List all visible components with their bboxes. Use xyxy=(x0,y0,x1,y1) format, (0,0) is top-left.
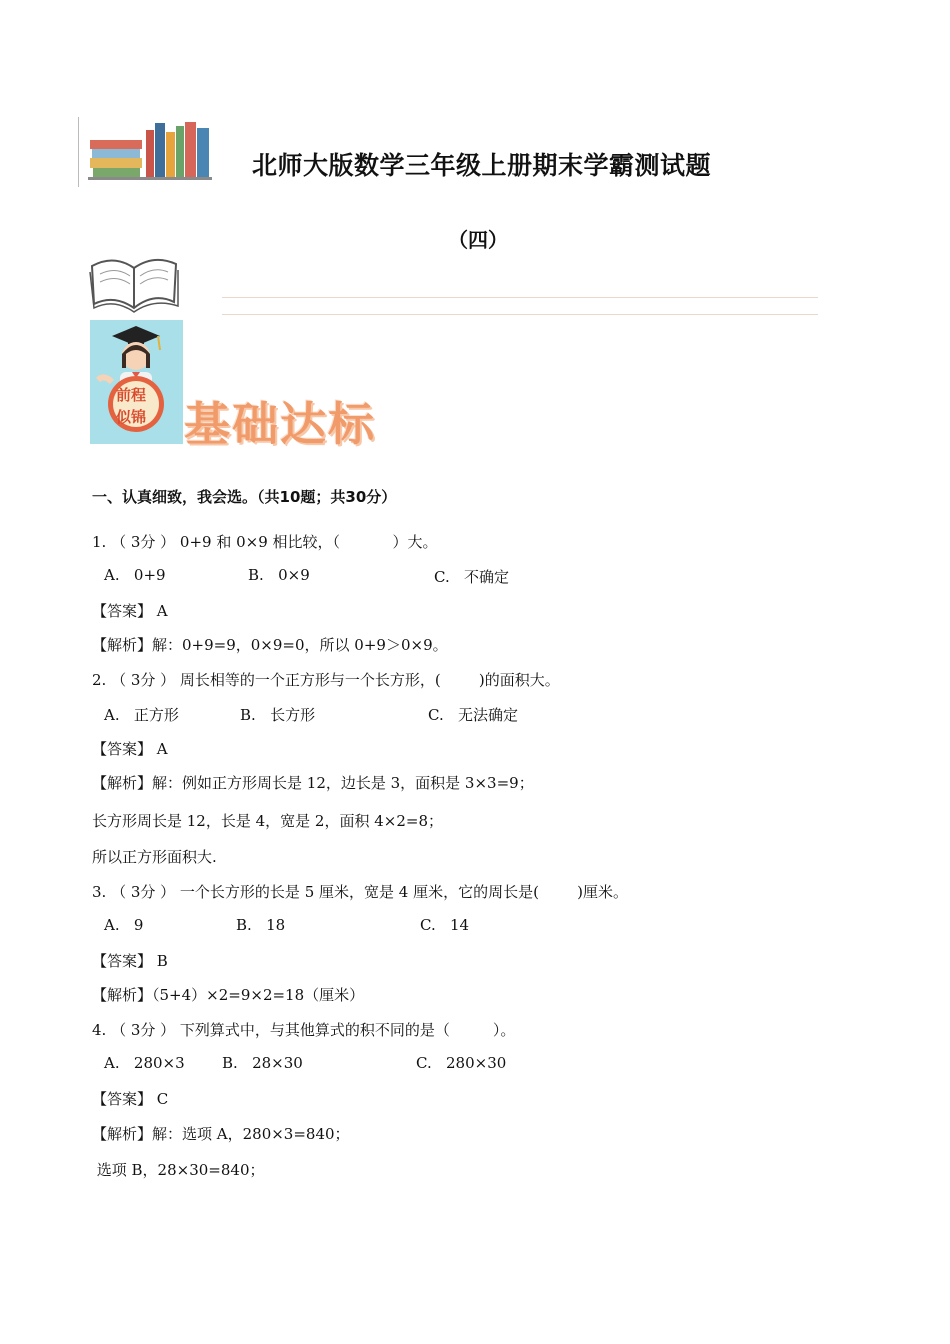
question-stem: 3. （ 3分 ） 一个长方形的长是 5 厘米，宽是 4 厘米，它的周长是( )厘米。 xyxy=(92,883,628,901)
analysis-line: 长方形周长是 12，长是 4，宽是 2，面积 4×2=8； xyxy=(92,812,444,830)
analysis-line: 【解析】解：0+9=9，0×9=0，所以 0+9＞0×9。 xyxy=(92,636,448,654)
answer-line: 【答案】 C xyxy=(92,1090,169,1108)
option-c: C. 不确定 xyxy=(434,568,510,586)
answer-line: 【答案】 A xyxy=(92,740,168,758)
header-divider xyxy=(78,117,79,187)
option-b: B. 28×30 xyxy=(222,1054,303,1072)
option-c: C. 14 xyxy=(420,916,470,934)
question-stem: 1. （ 3分 ） 0+9 和 0×9 相比较，（ ）大。 xyxy=(92,533,438,551)
option-a: A. 正方形 xyxy=(104,706,179,724)
open-book-icon xyxy=(86,252,182,316)
page-subtitle: （四） xyxy=(448,228,508,252)
question-stem: 2. （ 3分 ） 周长相等的一个正方形与一个长方形，( )的面积大。 xyxy=(92,671,560,689)
analysis-line: 【解析】解：例如正方形周长是 12，边长是 3，面积是 3×3=9； xyxy=(92,774,534,792)
option-b: B. 18 xyxy=(236,916,286,934)
option-b: B. 长方形 xyxy=(240,706,316,724)
badge-panel xyxy=(90,320,183,444)
option-c: C. 280×30 xyxy=(416,1054,507,1072)
badge-text-1: 前程 xyxy=(116,386,147,404)
section-banner: 基础达标 xyxy=(184,397,376,451)
question-stem: 4. （ 3分 ） 下列算式中，与其他算式的积不同的是（ ）。 xyxy=(92,1021,516,1039)
option-a: A. 280×3 xyxy=(104,1054,185,1072)
option-c: C. 无法确定 xyxy=(428,706,519,724)
analysis-line: 【解析】（5+4）×2=9×2=18（厘米） xyxy=(92,986,365,1004)
badge-text-2: 似锦 xyxy=(116,408,147,426)
analysis-line: 选项 B，28×30=840； xyxy=(92,1161,265,1179)
analysis-line: 【解析】解：选项 A，280×3=840； xyxy=(92,1125,350,1143)
answer-line: 【答案】 A xyxy=(92,602,168,620)
option-a: A. 9 xyxy=(104,916,144,934)
books-icon xyxy=(88,118,212,180)
option-b: B. 0×9 xyxy=(248,566,310,584)
page-title: 北师大版数学三年级上册期末学霸测试题 xyxy=(252,151,712,180)
analysis-line: 所以正方形面积大. xyxy=(92,848,217,866)
answer-line: 【答案】 B xyxy=(92,952,168,970)
option-a: A. 0+9 xyxy=(104,566,166,584)
header-rule-bottom xyxy=(222,314,818,315)
header-rule-top xyxy=(222,297,818,298)
section-heading: 一、认真细致，我会选。（共10题；共30分） xyxy=(92,488,397,506)
